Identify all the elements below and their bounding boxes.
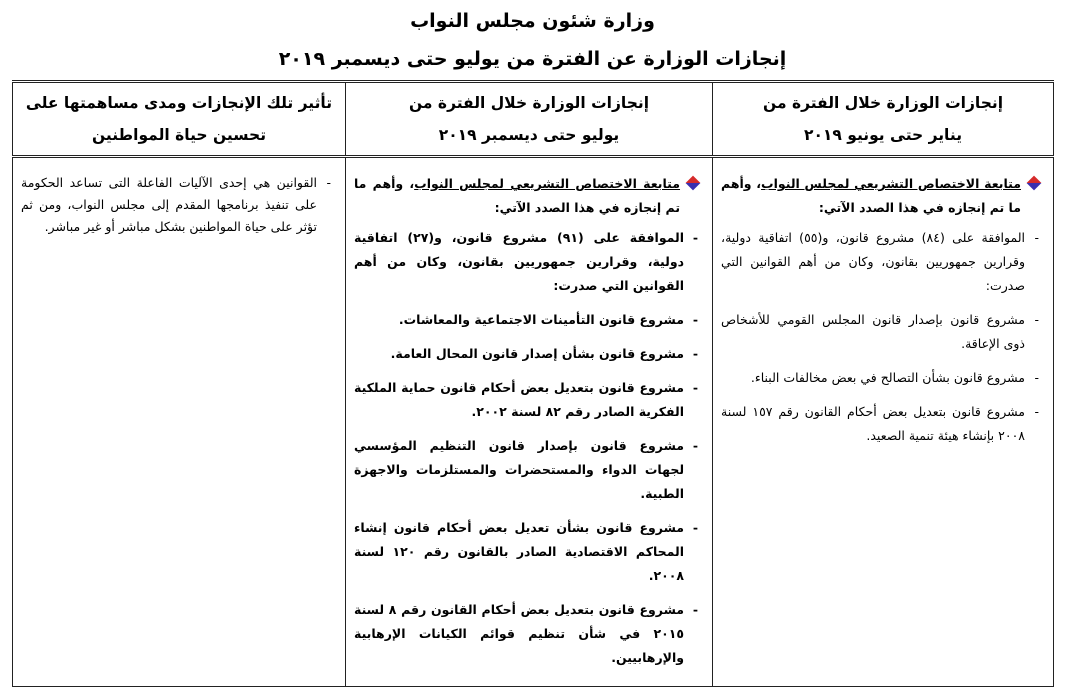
- list-item: - الموافقة على (٩١) مشروع قانون، و(٢٧) اتفاقية دولية، وقرارين جمهوريين بقانون، وكان من أهم القوانين التي صدرت:: [354, 226, 700, 298]
- diamond-bullet-icon: [686, 176, 701, 191]
- list-item: - الموافقة على (٨٤) مشروع قانون، و(٥٥) اتفاقية دولية، وقرارين جمهوريين بقانون، وكان من أهم القوانين التي صدرت:: [721, 226, 1041, 298]
- intro-paragraph: متابعة الاختصاص التشريعي لمجلس النواب، وأهم ما تم إنجازه في هذا الصدد الآتي:: [721, 172, 1041, 220]
- report-subtitle: إنجازات الوزارة عن الفترة من يوليو حتى ديسمبر ٢٠١٩: [278, 48, 787, 70]
- content-row: [13, 157, 1054, 687]
- intro-paragraph: متابعة الاختصاص التشريعي لمجلس النواب، وأهم ما تم إنجازه في هذا الصدد الآتي:: [354, 172, 700, 220]
- list-item: - مشروع قانون بشأن تعديل بعض أحكام قانون إنشاء المحاكم الاقتصادية الصادر بالقانون رقم ١٢٠ لسنة ٢٠٠٨.: [354, 516, 700, 588]
- list-item: - مشروع قانون بتعديل بعض أحكام القانون رقم ٨ لسنة ٢٠١٥ في شأن تنظيم قوائم الكيانات الإرهابية والإرهابيين.: [354, 598, 700, 670]
- list-item: - مشروع قانون التأمينات الاجتماعية والمعاشات.: [354, 308, 700, 332]
- list-item: - مشروع قانون بتعديل بعض أحكام القانون رقم ١٥٧ لسنة ٢٠٠٨ بإنشاء هيئة تنمية الصعيد.: [721, 400, 1041, 448]
- column-header-jan-jun: إنجازات الوزارة خلال الفترة من يناير حتى يونيو ٢٠١٩: [713, 82, 1054, 157]
- list-item: - مشروع قانون بتعديل بعض أحكام قانون حماية الملكية الفكرية الصادر رقم ٨٢ لسنة ٢٠٠٢.: [354, 376, 700, 424]
- list-item: - مشروع قانون بإصدار قانون المجلس القومي للأشخاص ذوى الإعاقة.: [721, 308, 1041, 356]
- achievements-table: [12, 80, 1054, 687]
- column-header-jul-dec: إنجازات الوزارة خلال الفترة من يوليو حتى ديسمبر ٢٠١٩: [345, 82, 712, 157]
- list-item: - مشروع قانون بشأن التصالح في بعض مخالفات البناء.: [721, 366, 1041, 390]
- list-item: - مشروع قانون بإصدار قانون التنظيم المؤسسي لجهات الدواء والمستحضرات والمستلزمات والاجهزة الطبية.: [354, 434, 700, 506]
- impact-text: - القوانين هي إحدى الآليات الفاعلة التى تساعد الحكومة على تنفيذ برنامجها المقدم إلى مجلس النواب، ومن ثم تؤثر على حياة المواطنين بشكل مباشر أو غير مباشر.: [21, 172, 333, 238]
- header-row: [13, 82, 1054, 157]
- ministry-title: وزارة شئون مجلس النواب: [410, 10, 655, 32]
- column-header-impact: تأثير تلك الإنجازات ومدى مساهمتها على تحسين حياة المواطنين: [13, 82, 346, 157]
- list-item: - مشروع قانون بشأن إصدار قانون المحال العامة.: [354, 342, 700, 366]
- diamond-bullet-icon: [1027, 176, 1042, 191]
- cell-jan-jun: [713, 157, 1054, 687]
- cell-jul-dec: [345, 157, 712, 687]
- cell-impact: [13, 157, 346, 687]
